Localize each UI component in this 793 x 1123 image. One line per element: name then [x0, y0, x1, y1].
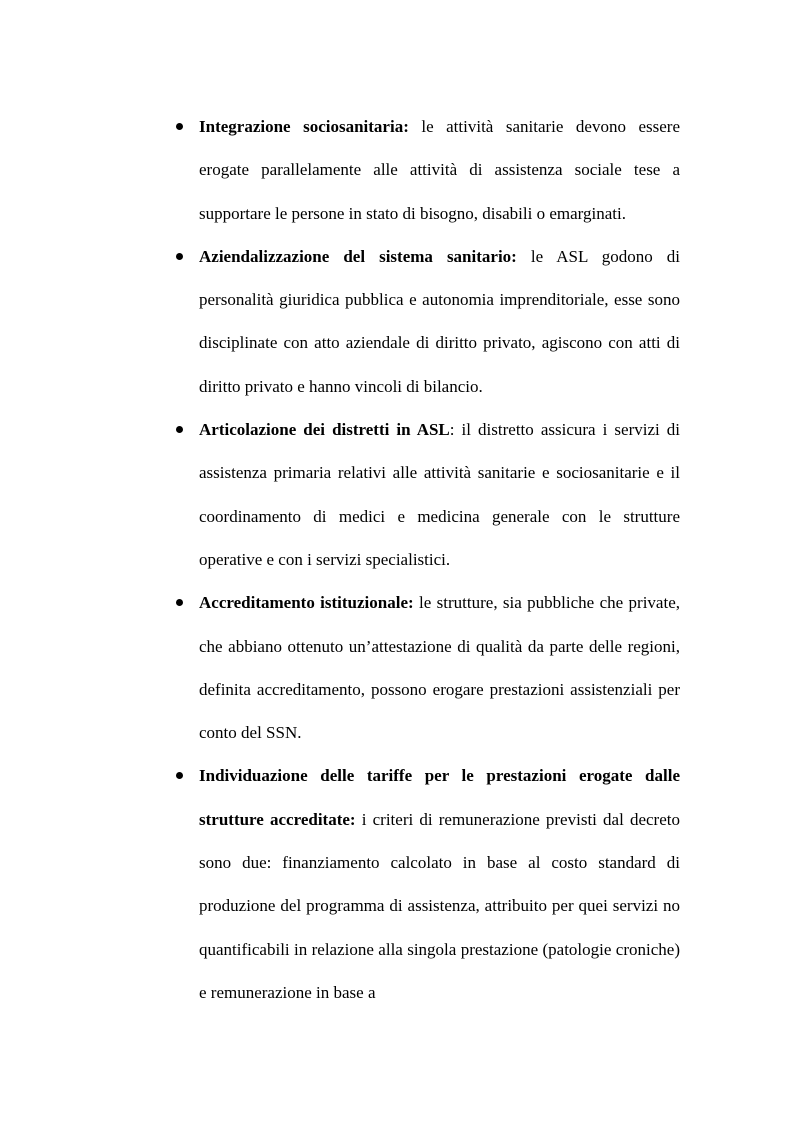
list-item [199, 105, 680, 235]
item-text: le attività sanitarie devono essere erogate parallelamente alle attività di assistenza sociale tese a supportare le persone in stato di bisogno, disabili o emarginati. [199, 117, 680, 223]
item-term: Articolazione dei distretti in ASL [199, 420, 450, 440]
item-term: Individuazione delle tariffe per le prestazioni erogate dalle strutture accreditate: [199, 766, 680, 829]
item-term: Integrazione sociosanitaria: [199, 117, 409, 136]
bullet-icon [176, 123, 183, 130]
item-term: Accreditamento istituzionale: [199, 593, 414, 613]
bullet-icon [176, 599, 183, 606]
item-text: : il distretto assicura i servizi di assistenza primaria relativi alle attività sanitarie e sociosanitarie e il coordinamento di medici e medicina generale con le strutture operative e con i servizi specialistici. [199, 420, 680, 569]
item-term: Aziendalizzazione del sistema sanitario: [199, 246, 517, 266]
list-item [199, 408, 680, 581]
bullet-icon [176, 772, 183, 779]
list-item [199, 581, 680, 754]
item-text: i criteri di remunerazione previsti dal decreto sono due: finanziamento calcolato in base al costo standard di produzione del programma di assistenza, attribuito per quei servizi no quantificabili in relazione alla singola prestazione (patologie croniche) e remunerazione in base a [199, 809, 680, 1002]
bullet-icon [176, 253, 183, 260]
bullet-icon [176, 426, 183, 433]
list-item [199, 754, 680, 1014]
list-item [199, 235, 680, 408]
item-text: le strutture, sia pubbliche che private, che abbiano ottenuto un’attestazione di qualità da parte delle regioni, definita accreditamento, possono erogare prestazioni assistenziali per conto del SSN. [199, 593, 680, 743]
item-text: le ASL godono di personalità giuridica pubblica e autonomia imprenditoriale, esse sono disciplinate con atto aziendale di diritto privato, agiscono con atti di diritto privato e hanno vincoli di bilancio. [199, 246, 680, 396]
bullet-list [199, 105, 680, 1014]
